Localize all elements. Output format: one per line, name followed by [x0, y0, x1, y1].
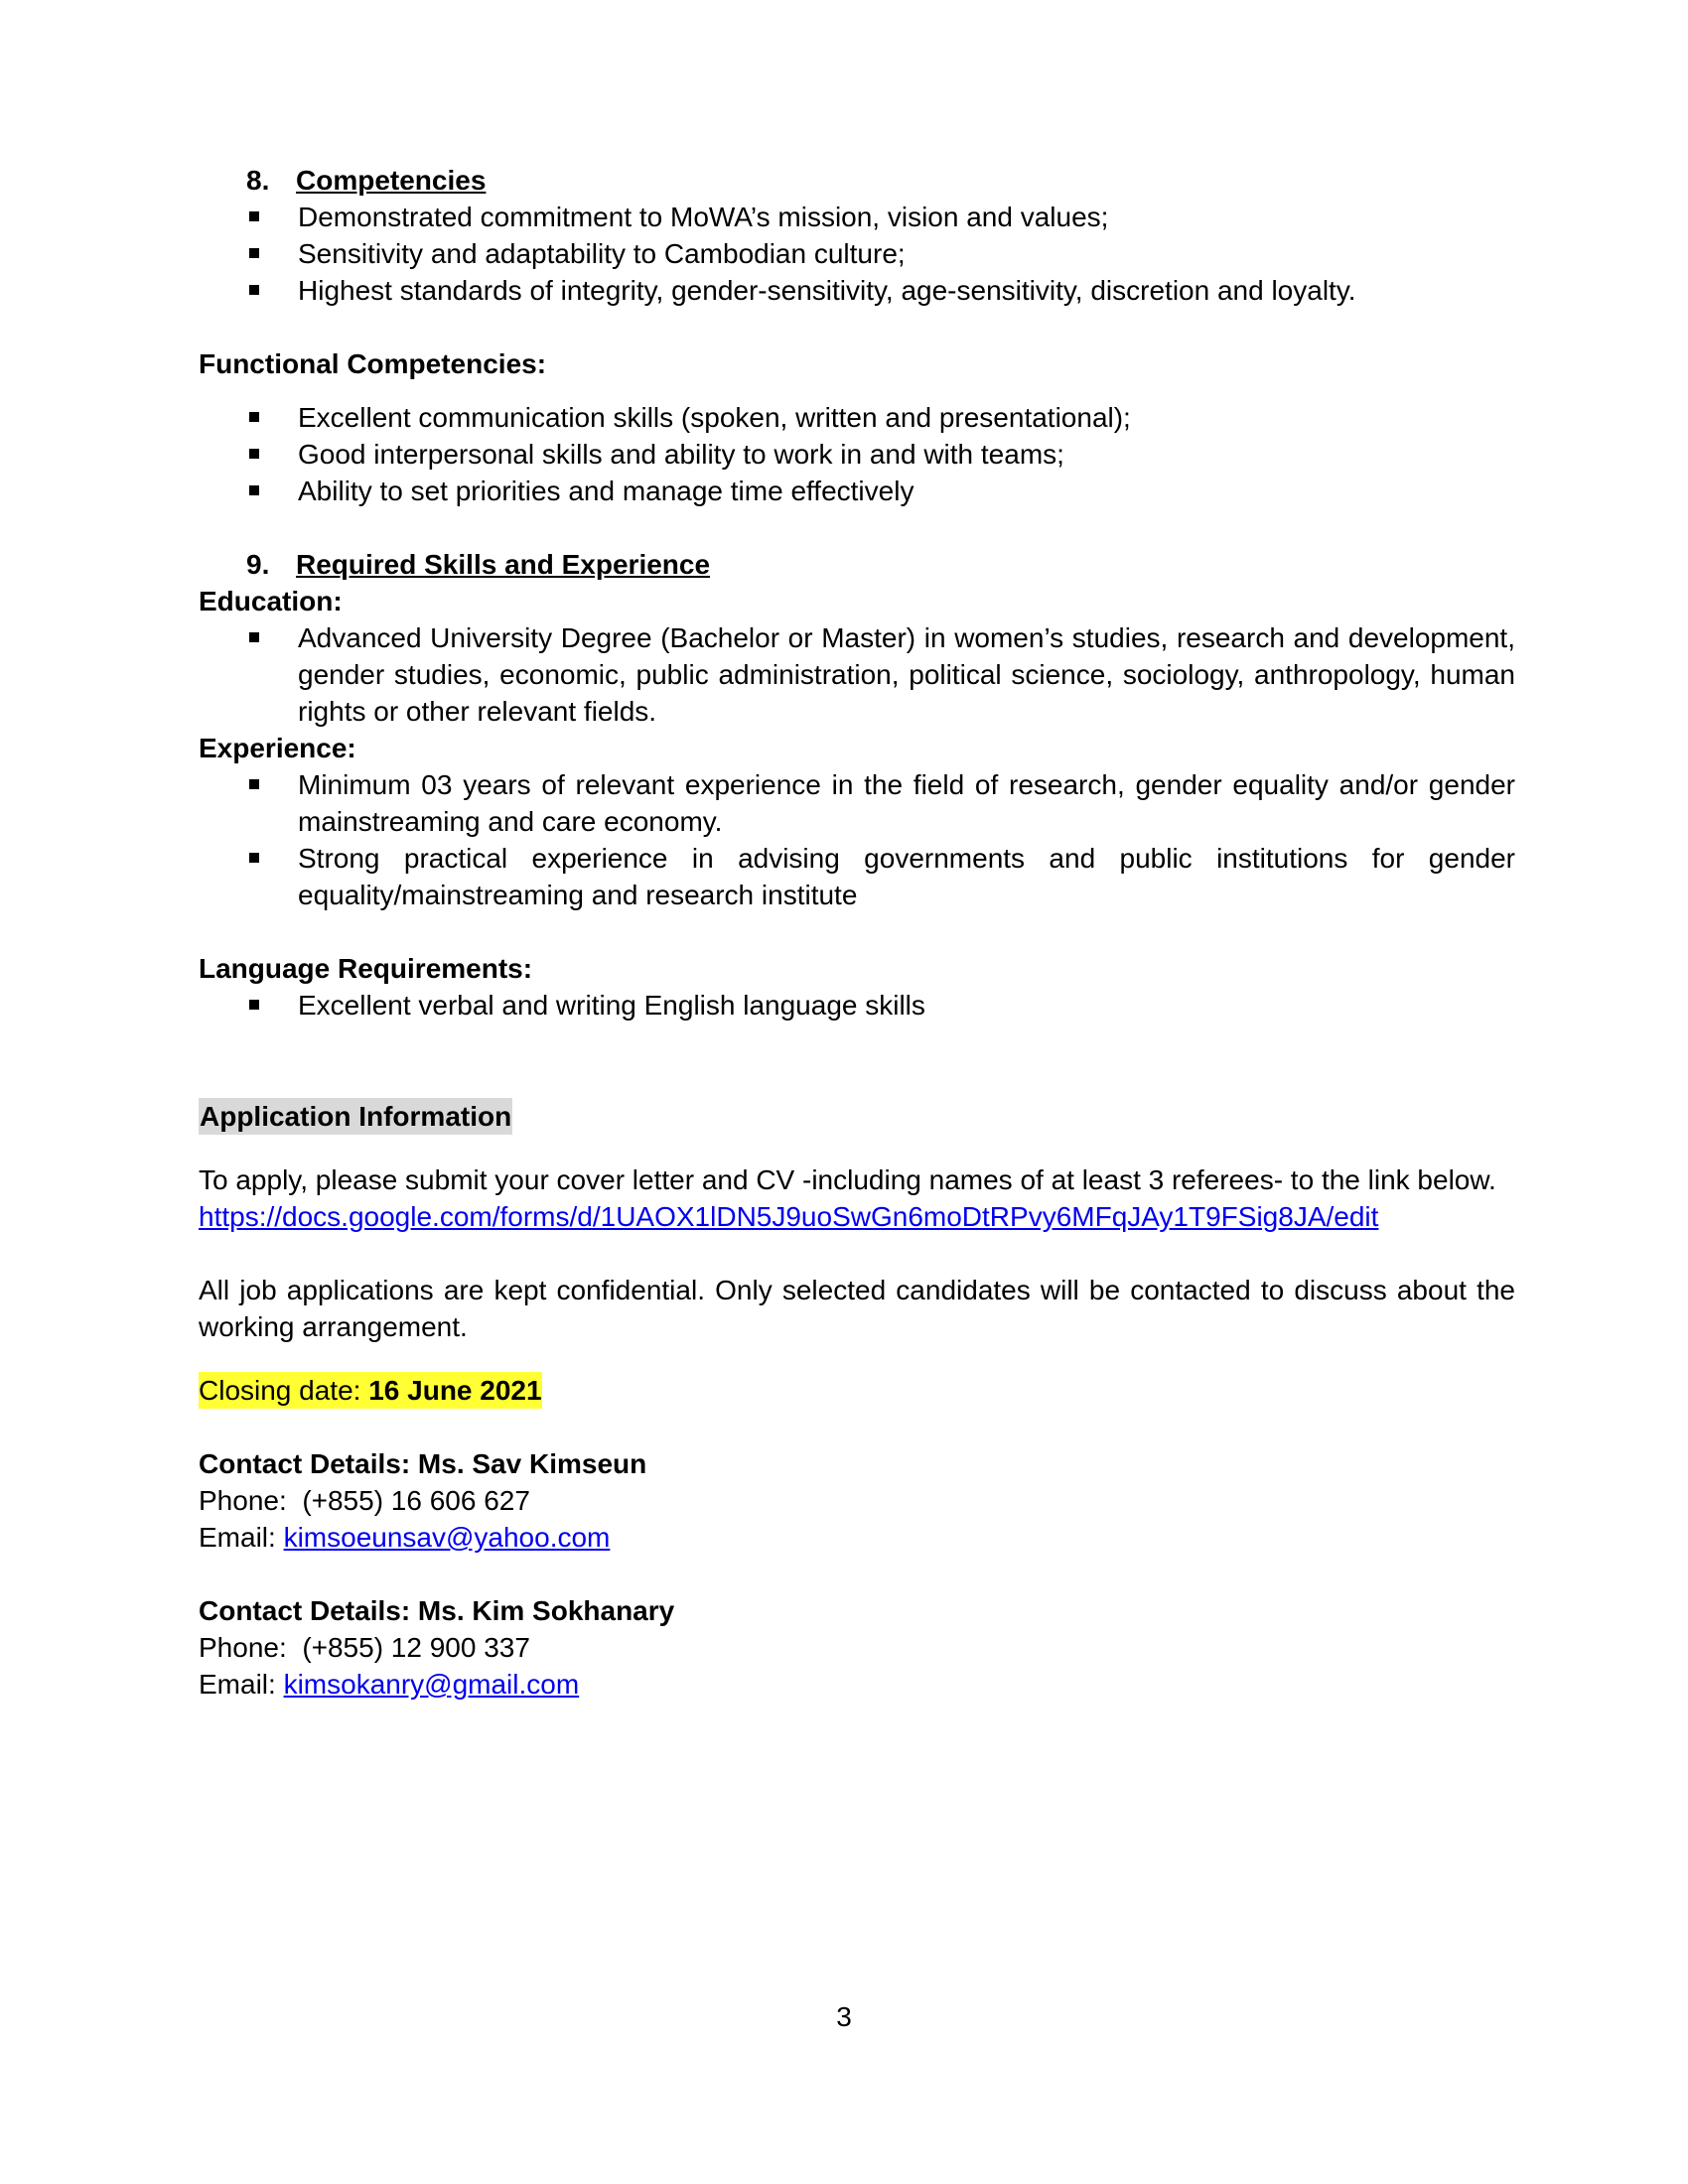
square-bullet-icon	[249, 412, 259, 422]
section-8-title: Competencies	[296, 165, 487, 196]
contact-heading: Contact Details: Ms. Kim Sokhanary	[199, 1595, 675, 1626]
closing-date-highlight	[199, 1372, 542, 1409]
application-form-link[interactable]: https://docs.google.com/forms/d/1UAOX1lDN5J9uoSwGn6moDtRPvy6MFqJAy1T9FSig8JA/edit	[199, 1201, 1379, 1232]
list-item: Sensitivity and adaptability to Cambodian culture;	[199, 235, 1515, 272]
list-item: Excellent verbal and writing English language skills	[199, 987, 1515, 1024]
language-requirements-heading: Language Requirements:	[199, 953, 533, 984]
experience-list	[199, 766, 1515, 913]
list-item: Good interpersonal skills and ability to work in and with teams;	[199, 436, 1515, 473]
closing-date-row	[199, 1372, 1515, 1409]
list-item: Highest standards of integrity, gender-sensitivity, age-sensitivity, discretion and loyalty.	[199, 272, 1515, 309]
list-item: Excellent communication skills (spoken, written and presentational);	[199, 399, 1515, 436]
experience-heading: Experience:	[199, 733, 356, 763]
section-9-heading	[246, 546, 1515, 583]
list-item: Demonstrated commitment to MoWA’s mission, vision and values;	[199, 199, 1515, 235]
application-intro: To apply, please submit your cover letter and CV -including names of at least 3 referees- to the link below.	[199, 1164, 1496, 1195]
contact-phone: Phone: (+855) 12 900 337	[199, 1632, 530, 1663]
closing-date-label: Closing date:	[199, 1375, 369, 1406]
square-bullet-icon	[249, 1000, 259, 1010]
application-information-heading-row	[199, 1098, 1515, 1135]
confidentiality-note: All job applications are kept confidential. Only selected candidates will be contacted to discuss about the working arrangement.	[199, 1275, 1515, 1342]
document-page	[199, 162, 1515, 1703]
language-list	[199, 987, 1515, 1024]
square-bullet-icon	[249, 779, 259, 789]
application-information-heading: Application Information	[199, 1098, 512, 1135]
email-link[interactable]: kimsokanry@gmail.com	[283, 1669, 580, 1700]
section-8-number: 8.	[246, 165, 270, 196]
section-9-number: 9.	[246, 549, 270, 580]
square-bullet-icon	[249, 248, 259, 258]
square-bullet-icon	[249, 211, 259, 221]
list-item: Advanced University Degree (Bachelor or Master) in women’s studies, research and development, gender studies, economic, public administration, political science, sociology, anthropology, human rights or other relevant fields.	[199, 619, 1515, 730]
contact-email: Email: kimsoeunsav@yahoo.com	[199, 1522, 611, 1553]
list-item: Ability to set priorities and manage time effectively	[199, 473, 1515, 509]
contact-heading: Contact Details: Ms. Sav Kimseun	[199, 1448, 647, 1479]
closing-date-value: 16 June 2021	[368, 1375, 542, 1406]
functional-competencies-heading: Functional Competencies:	[199, 348, 547, 379]
contact-phone: Phone: (+855) 16 606 627	[199, 1485, 530, 1516]
email-link[interactable]: kimsoeunsav@yahoo.com	[283, 1522, 611, 1553]
competencies-list	[199, 199, 1515, 309]
application-link-row	[199, 1198, 1515, 1235]
square-bullet-icon	[249, 449, 259, 459]
square-bullet-icon	[249, 853, 259, 863]
page-number: 3	[836, 2001, 852, 2032]
square-bullet-icon	[249, 632, 259, 642]
education-heading: Education:	[199, 586, 343, 616]
contact-block	[199, 1592, 1515, 1703]
contact-email: Email: kimsokanry@gmail.com	[199, 1669, 580, 1700]
section-8-heading	[246, 162, 1515, 199]
list-item: Minimum 03 years of relevant experience in the field of research, gender equality and/or gender mainstreaming and care economy.	[199, 766, 1515, 840]
functional-competencies-list	[199, 399, 1515, 509]
list-item: Strong practical experience in advising governments and public institutions for gender equality/mainstreaming and research institute	[199, 840, 1515, 913]
square-bullet-icon	[249, 485, 259, 495]
contact-block	[199, 1445, 1515, 1556]
education-list	[199, 619, 1515, 730]
section-9-title: Required Skills and Experience	[296, 549, 711, 580]
square-bullet-icon	[249, 285, 259, 295]
